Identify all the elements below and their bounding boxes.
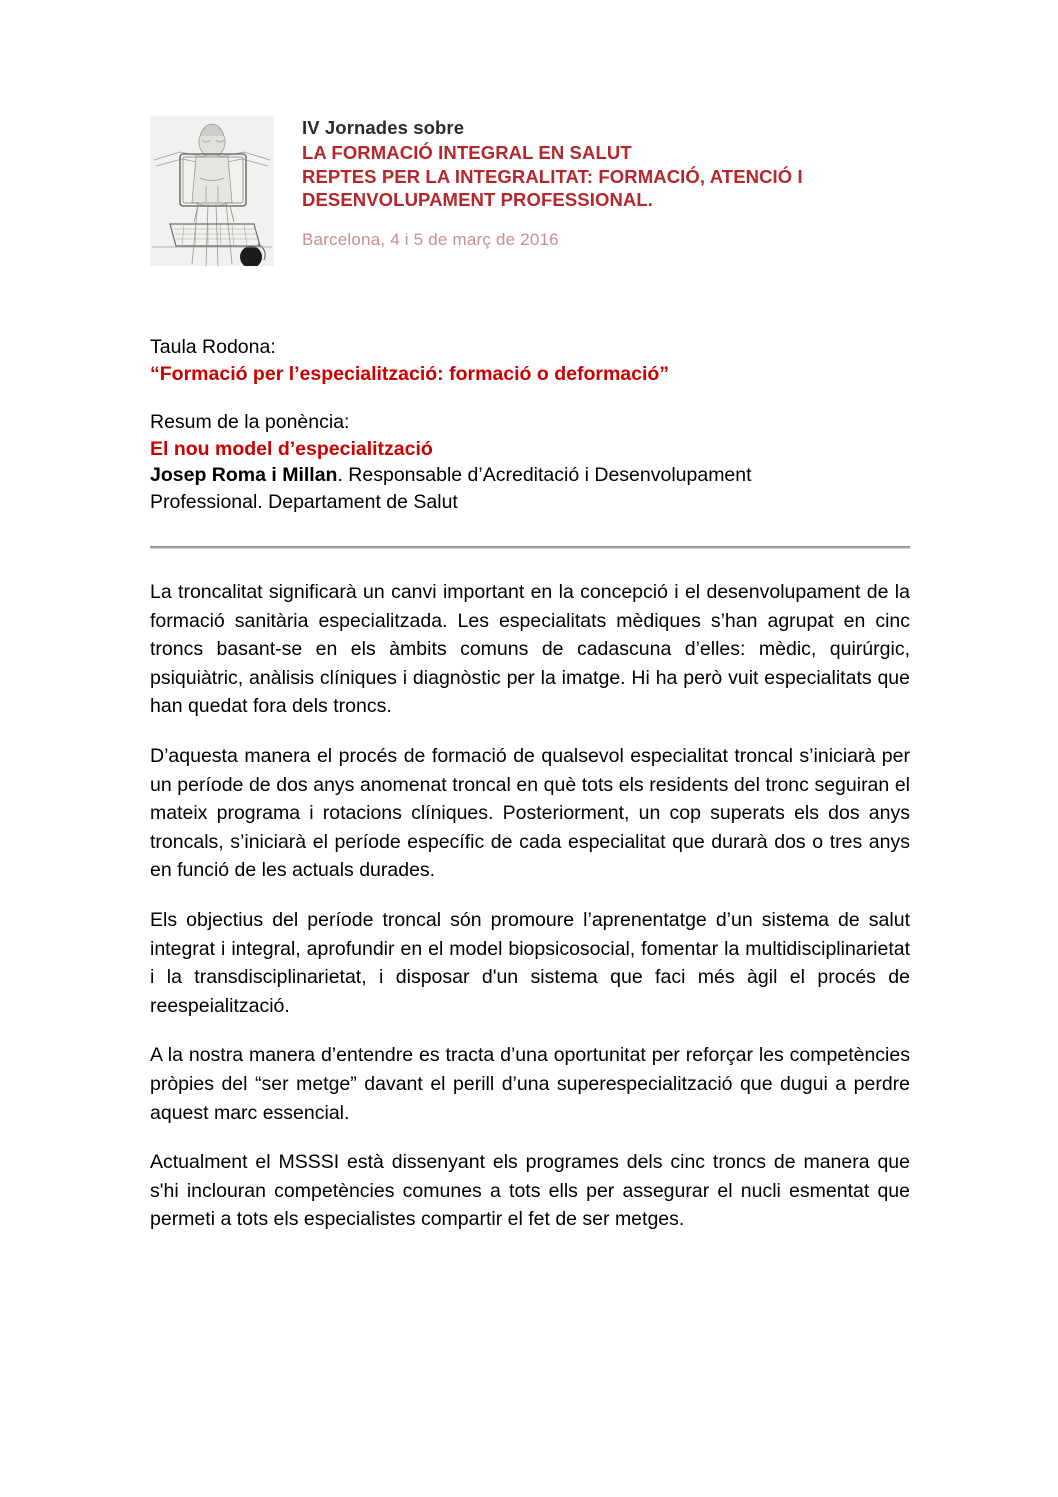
event-banner-text (302, 116, 922, 251)
speaker-role-line-1: . Responsable d’Acreditació i Desenvolupament (337, 464, 752, 486)
body-paragraph: La troncalitat significarà un canvi important en la concepció i el desenvolupament de la formació sanitària especialitzada. Les especialitats mèdiques s’han agrupat en cinc troncs basant-se en els àmbits comuns de cadascuna d’elles: mèdic, quirúrgic, psiquiàtric, anàlisis clíniques i diagnòstic per la imatge. Hi ha però vuit especialitats que han quedat fora dels troncs. (150, 581, 910, 718)
event-banner (150, 116, 930, 272)
speaker-name: Josep Roma i Millan (150, 464, 338, 486)
intro-spacer (150, 387, 910, 409)
horizontal-divider (150, 546, 910, 549)
event-line-4: DESENVOLUPAMENT PROFESSIONAL. (302, 189, 654, 210)
talk-title: El nou model d’especialització (150, 437, 433, 460)
body-paragraph: A la nostra manera d’entendre es tracta d’una oportunitat per reforçar les competències pròpies del “ser metge” davant el perill d’una superespecialització que dugui a perdre aquest marc essencial. (150, 1044, 910, 1124)
session-intro-block (150, 334, 910, 515)
body-paragraph: Els objectius del període troncal són promoure l’aprenentatge d’un sistema de salut integrat i integral, aprofundir en el model biopsicosocial, fomentar la multidisciplinarietat i la transdisciplinarietat, i disposar d'un sistema que faci més àgil el procés de reespeialització. (150, 908, 910, 1017)
speaker-credit (150, 462, 910, 489)
session-title: “Formació per l’especialització: formació o deformació” (150, 362, 670, 385)
vitruvian-man-computer-logo-icon (150, 116, 274, 266)
event-line-3: REPTES PER LA INTEGRALITAT: FORMACIÓ, ATENCIÓ I (302, 165, 803, 187)
body-paragraph: D’aquesta manera el procés de formació de qualsevol especialitat troncal s’iniciarà per un període de dos anys anomenat troncal en què tots els residents del tronc seguiran el mateix programa i rotacions clíniques. Posteriorment, un cop superats els dos anys troncals, s’iniciarà el període específic de cada especialitat que durarà dos o tres anys en funció de les actuals durades. (150, 744, 910, 882)
speaker-role-line-2: Professional. Departament de Salut (150, 490, 458, 513)
event-date-location: Barcelona, 4 i 5 de març de 2016 (302, 229, 559, 249)
summary-label: Resum de la ponència: (150, 411, 350, 433)
event-line-2: LA FORMACIÓ INTEGRAL EN SALUT (302, 142, 632, 163)
session-label: Taula Rodona: (150, 336, 276, 358)
body-paragraph: Actualment el MSSSI està dissenyant els programes dels cinc troncs de manera que s'hi inclouran competències comunes a tots ells per assegurar el nucli esmentat que permeti a tots els especialistes compartir el fet de ser metges. (150, 1151, 910, 1231)
abstract-body (150, 578, 910, 1234)
event-line-1: IV Jornades sobre (302, 117, 465, 138)
